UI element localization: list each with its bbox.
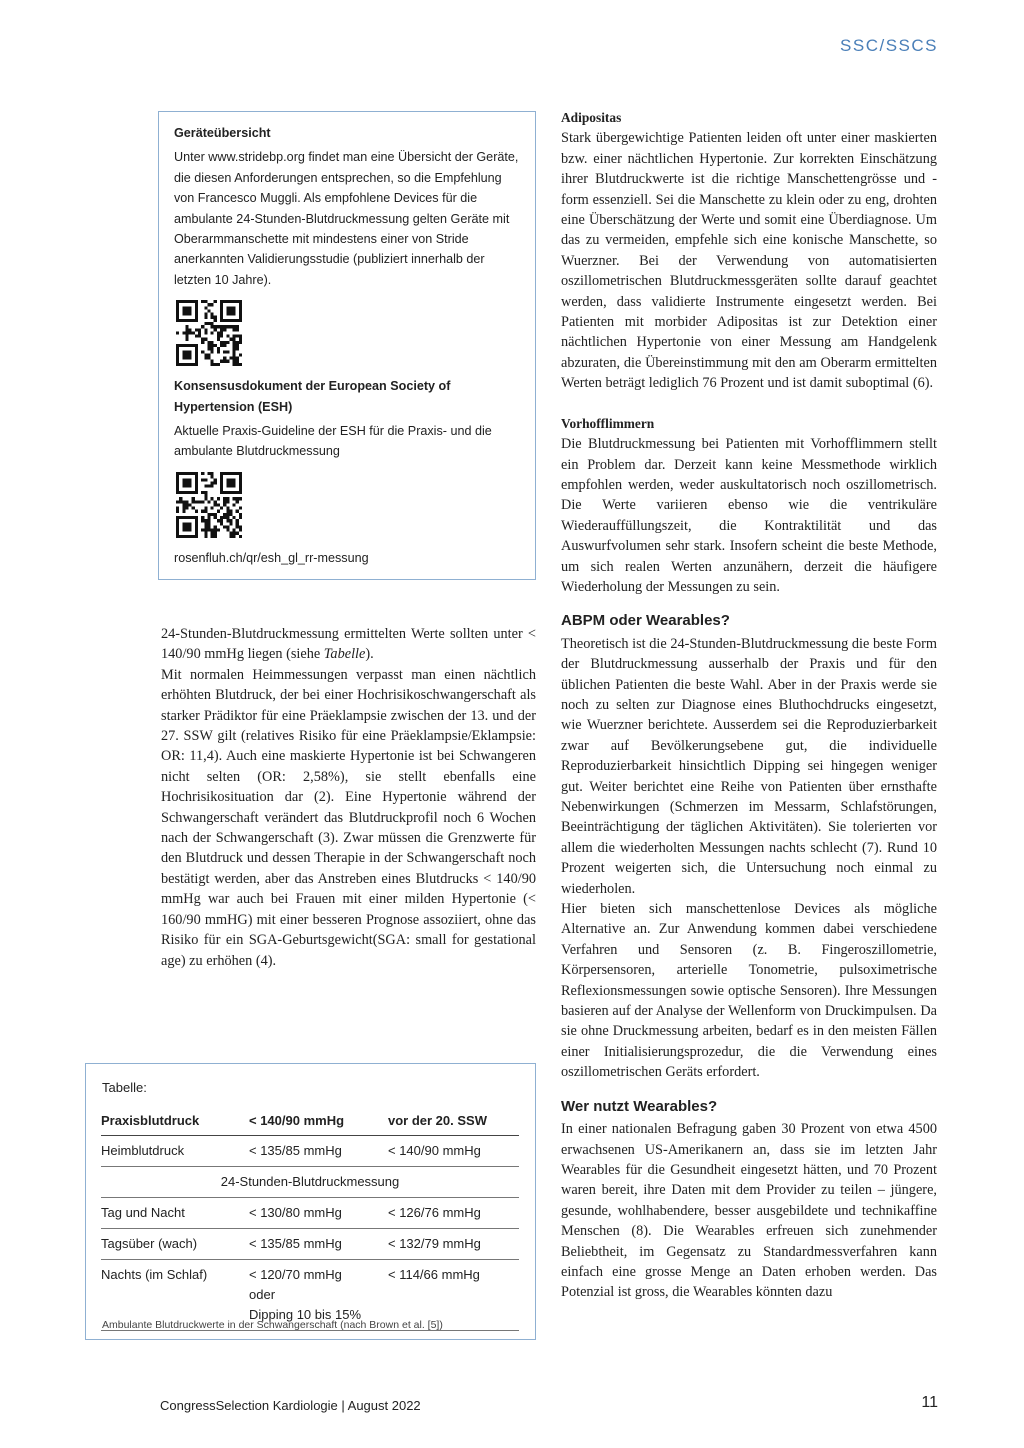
table-cell: Nachts (im Schlaf) bbox=[101, 1260, 249, 1331]
footer-journal: CongressSelection Kardiologie | August 2022 bbox=[160, 1398, 421, 1413]
table-cell: < 140/90 mmHg bbox=[388, 1136, 519, 1167]
table-header-cell: vor der 20. SSW bbox=[388, 1106, 519, 1136]
table-cell: Tagsüber (wach) bbox=[101, 1229, 249, 1260]
table-header-row bbox=[101, 1106, 519, 1136]
right-column bbox=[561, 108, 937, 1303]
table-label: Tabelle: bbox=[102, 1080, 147, 1095]
paragraph: In einer nationalen Befragung gaben 30 Prozent von etwa 4500 erwachsenen US-Amerikanern an, dass sie im letzten Jahr Wearables für die Gesundheit eingesetzt hätten, und 70 Prozent waren bereit, ihre Daten mit dem Provider zu teilen – jüngere, gesunde, wohlhabendere, besser ausgebildete und technikaffine Menschen (8). Die Wearables erfreuen sich zunehmender Beliebtheit, im Gegensatz zu Standardmessverfahren kann einfach eine grosse Menge an Daten erhoben werden. Das Potenzial ist gross, die Wearables könnten dazu bbox=[561, 1121, 937, 1301]
box-heading-devices: Geräteübersicht bbox=[174, 126, 271, 140]
table-cell: Heimblutdruck bbox=[101, 1136, 249, 1167]
table-cell-line: oder bbox=[249, 1287, 276, 1302]
table-cell: < 132/79 mmHg bbox=[388, 1229, 519, 1260]
esh-guideline-link[interactable]: rosenfluh.ch/qr/esh_gl_rr-messung bbox=[174, 550, 369, 565]
paragraph bbox=[161, 624, 536, 665]
table-section-row bbox=[101, 1167, 519, 1198]
paragraph: Die Blutdruckmessung bei Patienten mit Vorhofflimmern stellt ein Problem dar. Derzeit kann keine Messmethode wirklich empfohlen werden, weder auskultatorisch noch oszillometrisch. Die Werte variieren ebenso wie die ventrikuläre Wiederauffüllungszeit, die Kontraktilität und das Auswurfvolumen sehr stark. Insofern scheint die beste Methode, um sich realen Werten anzunähern, derzeit die häufigere Wiederholung der Messungen zu sein. bbox=[561, 436, 937, 595]
paragraph: Hier bieten sich manschettenlose Devices als mögliche Alternative an. Zur Anwendung kommen dabei verschiedene Verfahren und Sensoren (z. B. Fingeroszillometrie, Körpersensoren, arterielle Tonometrie, pulsoximetrische Reflexionsmessungen sowie optische Sensoren). Ihre Messungen basieren auf der Analyse der Wellenform von Druckimpulsen. Da sie ohne Druckmessung arbeiten, bedarf es in den meisten Fällen einer Initialisierungsprozedur, die die Verwendung eines oszillometrischen Geräts erfordert. bbox=[561, 901, 937, 1081]
section-heading-abpm: ABPM oder Wearables? bbox=[561, 612, 730, 630]
table-row bbox=[101, 1198, 519, 1229]
table-cell: < 126/76 mmHg bbox=[388, 1198, 519, 1229]
qr-code-icon[interactable] bbox=[176, 300, 242, 366]
box-text-devices: Unter www.stridebp.org findet man eine Übersicht der Geräte, die diesen Anforderungen entsprechen, so die Empfehlung von Francesco Muggli. Als empfohlene Devices für die ambulante 24-Stunden-Blutdruckmessung gelten Geräte mit Oberarmmanschette mit mindestens einer von Stride anerkannten Validierungsstudie (publiziert innerhalb der letzten 10 Jahre). bbox=[174, 150, 519, 287]
paragraph: Mit normalen Heimmessungen verpasst man einen nächtlich erhöhten Blutdruck, der bei einer Hochrisikoschwangerschaft als starker Prädiktor für eine Präeklampsie zwischen der 13. und der 27. SSW gilt (relatives Risiko für eine Präeklampsie/Eklampsie: OR: 11,4). Auch eine maskierte Hypertonie ist bei Schwangeren nicht selten (OR: 2,58%), sie stellt ebenfalls eine Hochrisikosituation dar (2). Eine Hypertonie während der Schwangerschaft verändert das Blutdruckprofil noch 6 Wochen nach der Schwangerschaft (3). Zwar müssen die Grenzwerte für den Blutdruck und dessen Therapie in der Schwangerschaft noch bestätigt werden, aber das Anstreben eines Blutdrucks < 140/90 mmHg war auch bei Frauen mit einer milden Hypertonie (< 160/90 mmHG) mit einer besseren Prognose assoziiert, ohne das Risiko für ein SGA-Geburtsgewicht(SGA: small for gestational age) zu erhöhen (4). bbox=[161, 666, 536, 969]
left-column bbox=[161, 624, 536, 971]
box-text-esh: Aktuelle Praxis-Guideline der ESH für die Praxis- und die ambulante Blutdruckmessung bbox=[174, 424, 492, 459]
table-caption: Ambulante Blutdruckwerte in der Schwangerschaft (nach Brown et al. [5]) bbox=[102, 1319, 443, 1331]
table-cell: < 130/80 mmHg bbox=[249, 1198, 388, 1229]
table-cell: < 114/66 mmHg bbox=[388, 1260, 519, 1331]
section-heading-adipositas: Adipositas bbox=[561, 110, 622, 125]
table-cell: < 135/85 mmHg bbox=[249, 1136, 388, 1167]
table-header-cell: < 140/90 mmHg bbox=[249, 1106, 388, 1136]
section-heading-wearables: Wer nutzt Wearables? bbox=[561, 1097, 718, 1115]
section-heading-vorhofflimmern: Vorhofflimmern bbox=[561, 415, 655, 431]
blood-pressure-table bbox=[101, 1106, 519, 1331]
table-cell-line: < 120/70 mmHg bbox=[249, 1267, 342, 1282]
table-reference: Tabelle bbox=[323, 646, 366, 663]
table-cell: Tag und Nacht bbox=[101, 1198, 249, 1229]
table-row bbox=[101, 1229, 519, 1260]
qr-code-icon[interactable] bbox=[176, 472, 242, 538]
blood-pressure-table-box bbox=[85, 1063, 536, 1340]
paragraph: Stark übergewichtige Patienten leiden oft unter einer maskierten bzw. einer nächtlichen Hypertonie. Zur korrekten Einschätzung ihrer Blutdruckwerte ist die richtige Manschettengrösse und -form essenziell. Sei die Manschette zu klein oder zu eng, drohten eine Überschätzung der Werte und somit eine Überdiagnose. Um das zu vermeiden, empfehle sich eine konische Manschette, so Wuerzner. Bei der Verwendung von automatisierten oszillometrischen Blutdruckmessgeräten sollte darauf geachtet werden, dass validierte Instrumente eingesetzt werden. Bei Patienten mit morbider Adipositas ist zur Detektion einer nächtlichen Hypertonie von einer Messung am Handgelenk abzuraten, die Übereinstimmung mit den am Oberarm ermittelten Werten beträgt lediglich 76 Prozent und ist damit suboptimal (6). bbox=[561, 130, 937, 392]
table-cell: < 135/85 mmHg bbox=[249, 1229, 388, 1260]
info-box bbox=[158, 111, 536, 580]
journal-section-tag: SSC/SSCS bbox=[840, 36, 938, 55]
table-section-label: 24-Stunden-Blutdruckmessung bbox=[101, 1167, 519, 1198]
box-heading-esh: Konsensusdokument der European Society of Hypertension (ESH) bbox=[174, 379, 451, 414]
paragraph: Theoretisch ist die 24-Stunden-Blutdruckmessung die beste Form der Blutdruckmessung ausserhalb der Praxis und für den üblichen Patienten die beste Wahl. Aber in der Praxis werde sie noch zu selten zur Diagnose eines Bluthochdrucks eingesetzt, wie Wuerzner berichtete. Ausserdem sei die Reproduzierbarkeit zwar auf Bevölkerungsebene gut, die individuelle Reproduzierbarkeit hinsichtlich Dipping sei hingegen weniger gut. Weiter berichtet eine Reihe von Patienten über ernsthafte Nebenwirkungen (Schmerzen im Messarm, Schlafstörungen, Beeinträchtigung der täglichen Aktivitäten). Sie tolerierten vor allem die wiederholten Messungen nachts schlecht (7). Rund 10 Prozent weigerten sich, die Untersuchung noch einmal zu wiederholen. bbox=[561, 635, 937, 897]
paragraph-text: 24-Stunden-Blutdruckmessung ermittelten Werte sollten unter < 140/90 mmHg liegen (siehe bbox=[161, 626, 536, 663]
page-number: 11 bbox=[921, 1394, 938, 1411]
paragraph-text: ). bbox=[365, 646, 374, 663]
table-cell-line: Dipping 10 bis 15% bbox=[249, 1307, 362, 1322]
table-row bbox=[101, 1136, 519, 1167]
table-header-cell: Praxisblutdruck bbox=[101, 1106, 249, 1136]
